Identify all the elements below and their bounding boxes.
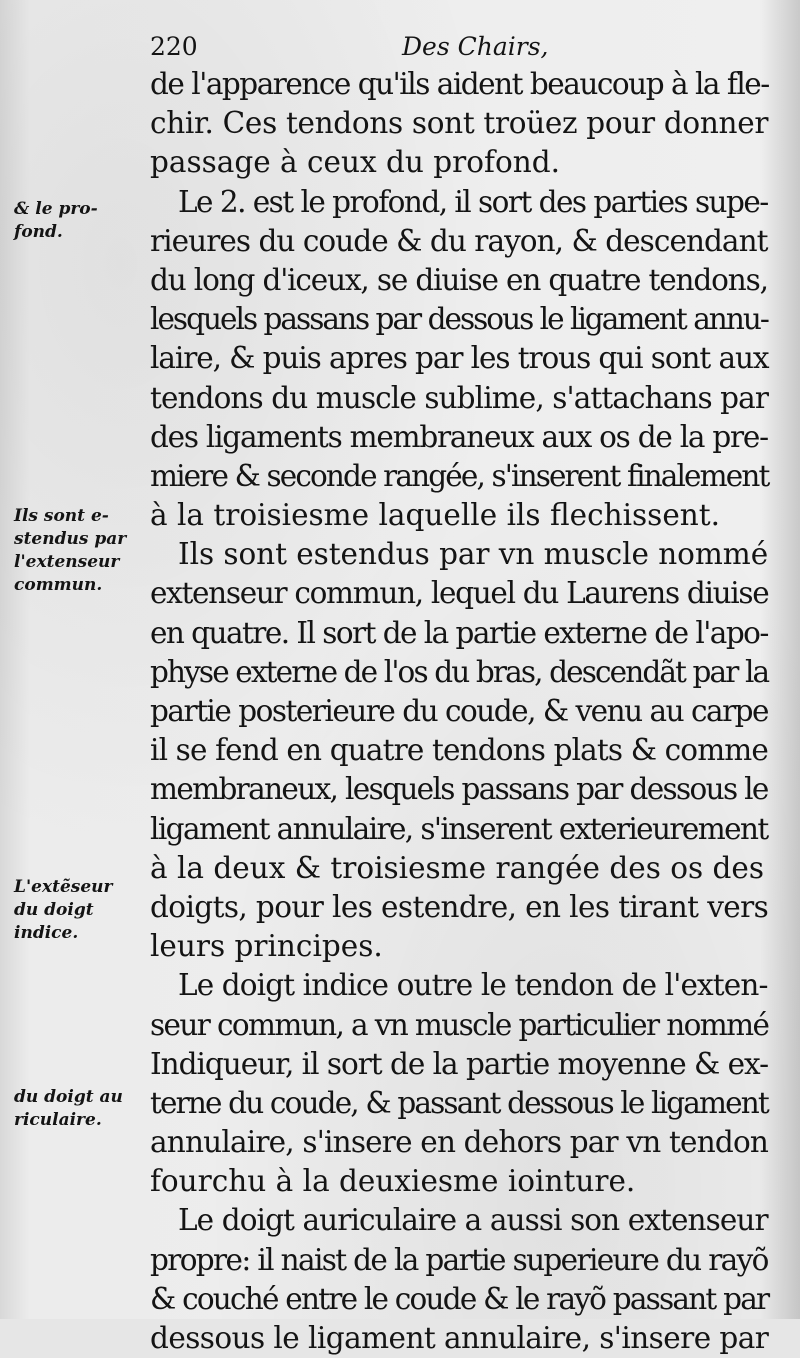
margin-note-indice xyxy=(14,876,154,945)
text-line: Ils sont estendus par vn muscle nommé xyxy=(178,537,769,572)
margin-note-line: indice. xyxy=(14,923,79,943)
text-line: ligament annulaire, s'inserent exterieurement xyxy=(150,811,768,846)
margin-note-line: fond. xyxy=(14,222,63,242)
text-line: des ligaments membraneux aux os de la pre- xyxy=(150,419,768,454)
text-line: partie posterieure du coude, & venu au carpe xyxy=(150,694,769,728)
text-line: physe externe de l'os du bras, descendãt par la xyxy=(150,654,769,689)
text-line: tendons du muscle sublime, s'attachans par xyxy=(150,380,769,415)
margin-note-line: du doigt xyxy=(14,900,94,920)
margin-note-line: l'extenseur xyxy=(14,552,120,572)
text-line: en quatre. Il sort de la partie externe de l'apo- xyxy=(150,615,768,650)
text-line: chir. Ces tendons sont troüez pour donner xyxy=(150,106,769,141)
running-title: Des Chairs, xyxy=(402,32,549,61)
text-line: de l'apparence qu'ils aident beaucoup à la fle- xyxy=(150,67,769,101)
text-line: seur commun, a vn muscle particulier nommé xyxy=(150,1007,769,1042)
margin-note-line: Ils sont e- xyxy=(14,506,109,526)
margin-note-line: du doigt au xyxy=(14,1087,123,1107)
text-line: rieures du coude & du rayon, & descendant xyxy=(150,223,768,258)
margin-note-auriculaire xyxy=(14,1086,154,1132)
text-line: Le doigt indice outre le tendon de l'exten- xyxy=(178,968,768,1003)
text-line: il se fend en quatre tendons plats & comme xyxy=(150,733,769,768)
body-text xyxy=(150,65,770,1358)
text-line: à la deux & troisiesme rangée des os des xyxy=(150,850,764,885)
text-line: à la troisiesme laquelle ils flechissent. xyxy=(150,498,721,533)
text-line: Le doigt auriculaire a aussi son extenseur xyxy=(178,1203,768,1238)
margin-note-line: & le pro- xyxy=(14,199,98,219)
text-line: Le 2. est le profond, il sort des parties supe- xyxy=(178,184,768,219)
text-line: laire, & puis apres par les trous qui sont aux xyxy=(150,341,769,376)
text-line: & couché entre le coude & le rayõ passant par xyxy=(150,1281,769,1316)
text-line: membraneux, lesquels passans par dessous le xyxy=(150,772,768,807)
text-line: lesquels passans par dessous le ligament annu- xyxy=(150,302,768,337)
margin-note-line: riculaire. xyxy=(14,1110,102,1130)
text-line: du long d'iceux, se diuise en quatre tendons, xyxy=(150,262,768,297)
margin-note-extenseur-commun xyxy=(14,505,154,597)
margin-note-line: commun. xyxy=(14,575,103,595)
text-line: propre: il naist de la partie superieure du rayõ xyxy=(150,1242,768,1277)
page-number: 220 xyxy=(150,32,198,61)
text-line: annulaire, s'insere en dehors par vn tendon xyxy=(150,1125,769,1160)
text-line: miere & seconde rangée, s'inserent finalement xyxy=(150,458,769,493)
text-line: terne du coude, & passant dessous le ligament xyxy=(150,1085,768,1120)
text-line: dessous le ligament annulaire, s'insere par xyxy=(150,1321,769,1355)
text-line: Indiqueur, il sort de la partie moyenne & ex- xyxy=(150,1046,769,1081)
text-line: passage à ceux du profond. xyxy=(150,145,560,180)
margin-note-line: L'extẽseur xyxy=(14,877,113,897)
text-line: doigts, pour les estendre, en les tirant vers xyxy=(150,889,769,924)
text-line: leurs principes. xyxy=(150,929,383,964)
margin-note-line: stendus par xyxy=(14,529,127,549)
page-header xyxy=(150,28,750,68)
text-line: fourchu à la deuxiesme iointure. xyxy=(150,1164,636,1199)
margin-note-profond xyxy=(14,198,154,244)
text-line: extenseur commun, lequel du Laurens diuise xyxy=(150,576,769,611)
